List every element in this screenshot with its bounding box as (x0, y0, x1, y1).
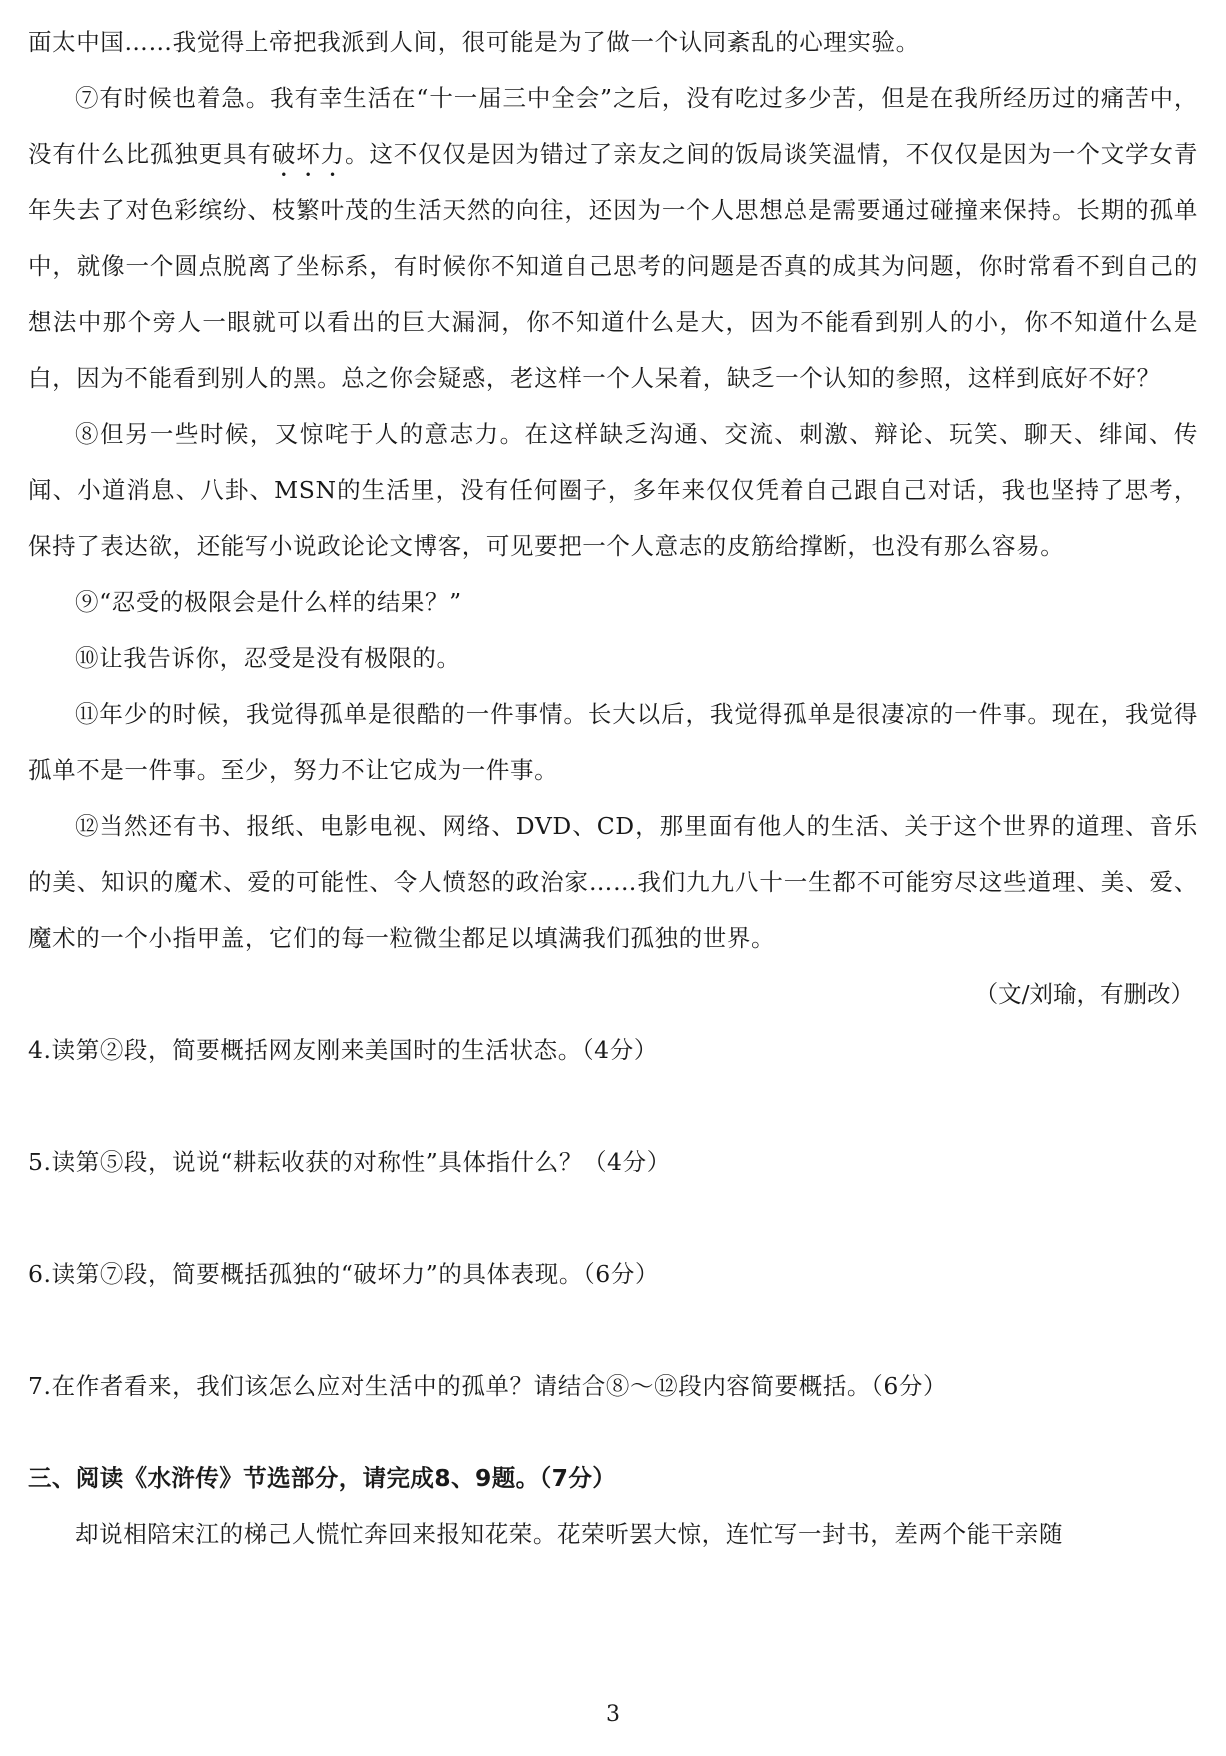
question-7: 7.在作者看来，我们该怎么应对生活中的孤单？请结合⑧～⑫段内容简要概括。（6分） (28, 1372, 948, 1400)
article-paragraph-7 (28, 70, 1198, 406)
emphasized-word: 破坏力 (271, 140, 345, 168)
answer-space (28, 1302, 1198, 1358)
article-source: （文/刘瑜，有删改） (974, 980, 1194, 1008)
paragraph-7-text-after: 。这不仅仅是因为错过了亲友之间的饭局谈笑温情，不仅仅是因为一个文学女青年失去了对色彩缤纷、枝繁叶茂的生活天然的向往，还因为一个人思想总是需要通过碰撞来保持。长期的孤单中，就像一个圆点脱离了坐标系，有时候你不知道自己思考的问题是否真的成其为问题，你时常看不到自己的想法中那个旁人一眼就可以看出的巨大漏洞，你不知道什么是大，因为不能看到别人的小，你不知道什么是白，因为不能看到别人的黑。总之你会疑惑，老这样一个人呆着，缺乏一个认知的参照，这样到底好不好？ (28, 140, 1199, 392)
section-3-heading: 三、阅读《水浒传》节选部分，请完成8、9题。（7分） (28, 1464, 617, 1492)
answer-space (28, 1078, 1198, 1134)
article-paragraph-8: ⑧但另一些时候，又惊咤于人的意志力。在这样缺乏沟通、交流、刺激、辩论、玩笑、聊天、绯闻、传闻、小道消息、八卦、MSN的生活里，没有任何圈子，多年来仅仅凭着自己跟自己对话，我也坚持了思考，保持了表达欲，还能写小说政论论文博客，可见要把一个人意志的皮筋给撑断，也没有那么容易。 (28, 420, 1198, 560)
article-paragraph-10: ⑩让我告诉你，忍受是没有极限的。 (75, 644, 461, 672)
answer-space (28, 1190, 1198, 1246)
article-paragraph-intro: 面太中国……我觉得上帝把我派到人间，很可能是为了做一个认同紊乱的心理实验。 (28, 28, 920, 56)
section-3-paragraph: 却说相陪宋江的梯己人慌忙奔回来报知花荣。花荣听罢大惊，连忙写一封书，差两个能干亲随 (75, 1520, 1064, 1548)
article-paragraph-11: ⑪年少的时候，我觉得孤单是很酷的一件事情。长大以后，我觉得孤单是很凄凉的一件事。现在，我觉得孤单不是一件事。至少，努力不让它成为一件事。 (28, 700, 1198, 784)
page-content (28, 14, 1198, 1562)
question-4: 4.读第②段，简要概括网友刚来美国时的生活状态。（4分） (28, 1036, 658, 1064)
article-paragraph-9: ⑨“忍受的极限会是什么样的结果？” (75, 588, 462, 616)
paragraph-7-text-before: ⑦有时候也着急。我有幸生活在“十一届三中全会”之后，没有吃过多少苦，但是在我所经历过的痛苦中，没有什么比孤独更具有 (28, 84, 1198, 168)
page-number: 3 (606, 1702, 620, 1727)
question-5: 5.读第⑤段，说说“耕耘收获的对称性”具体指什么？（4分） (28, 1148, 671, 1176)
question-6: 6.读第⑦段，简要概括孤独的“破坏力”的具体表现。（6分） (28, 1260, 660, 1288)
article-paragraph-12: ⑫当然还有书、报纸、电影电视、网络、DVD、CD，那里面有他人的生活、关于这个世界的道理、音乐的美、知识的魔术、爱的可能性、令人愤怒的政治家……我们九九八十一生都不可能穷尽这些道理、美、爱、魔术的一个小指甲盖，它们的每一粒微尘都足以填满我们孤独的世界。 (28, 812, 1198, 952)
